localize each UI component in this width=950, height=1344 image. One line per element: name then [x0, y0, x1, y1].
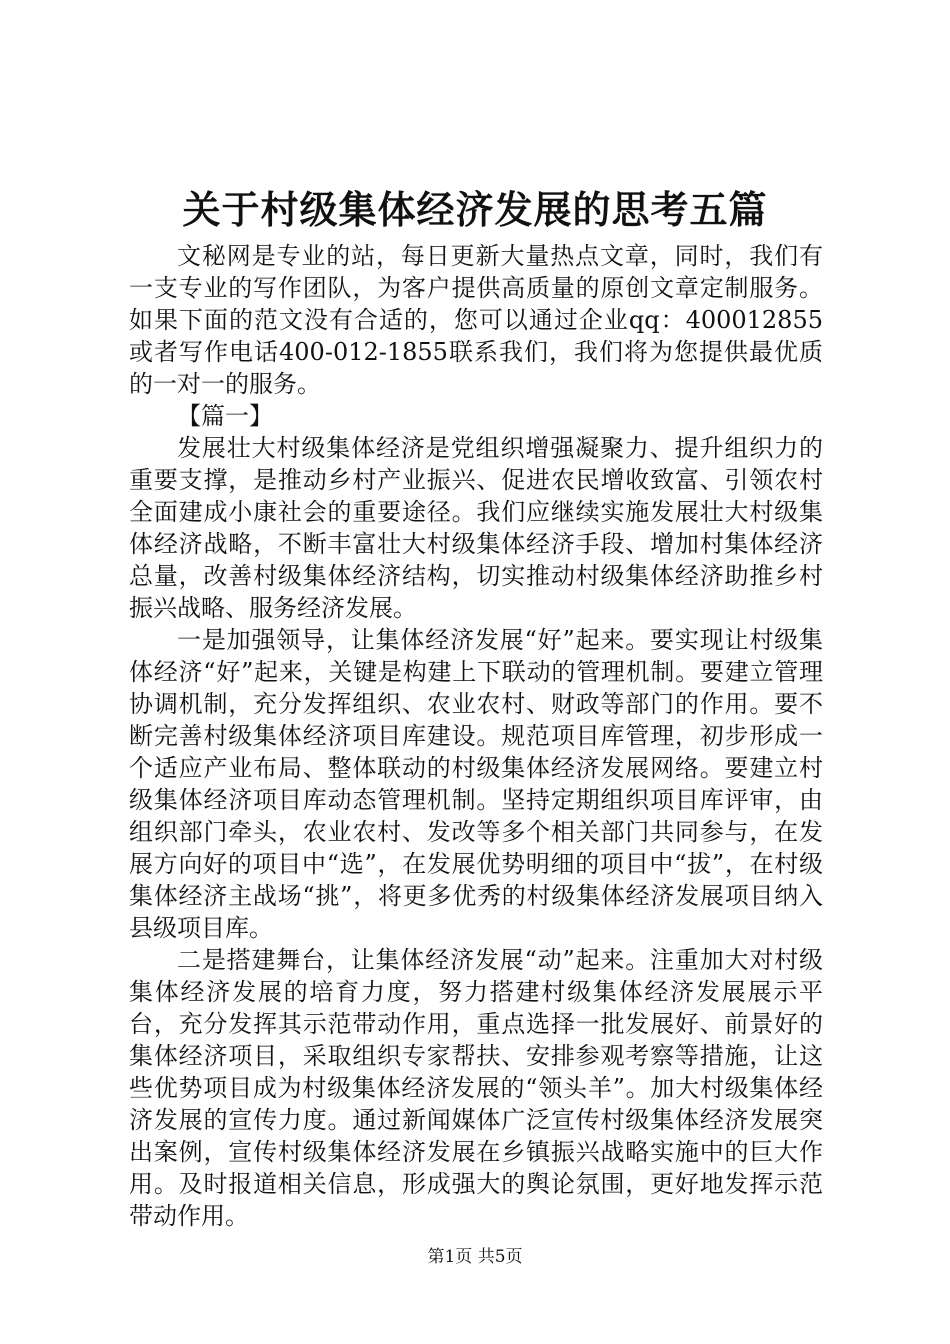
body-paragraph: 发展壮大村级集体经济是党组织增强凝聚力、提升组织力的重要支撑，是推动乡村产业振兴、促进农民增收致富、引领农村全面建成小康社会的重要途径。我们应继续实施发展壮大村级集体经济战略，不断丰富壮大村级集体经济手段、增加村集体经济总量，改善村级集体经济结构，切实推动村级集体经济助推乡村振兴战略、服务经济发展。 — [129, 434, 823, 622]
document-body — [129, 240, 823, 1232]
intro-paragraph: 文秘网是专业的站，每日更新大量热点文章，同时，我们有一支专业的写作团队，为客户提供高质量的原创文章定制服务。如果下面的范文没有合适的，您可以通过企业qq：400012855或者写作电话400-012-1855联系我们，我们将为您提供最优质的一对一的服务。 — [129, 242, 823, 398]
section-heading: 【篇一】 — [177, 402, 273, 430]
body-paragraph: 一是加强领导，让集体经济发展“好”起来。要实现让村级集体经济“好”起来，关键是构建上下联动的管理机制。要建立管理协调机制，充分发挥组织、农业农村、财政等部门的作用。要不断完善村级集体经济项目库建设。规范项目库管理，初步形成一个适应产业布局、整体联动的村级集体经济发展网络。要建立村级集体经济项目库动态管理机制。坚持定期组织项目库评审，由组织部门牵头，农业农村、发改等多个相关部门共同参与，在发展方向好的项目中“选”，在发展优势明细的项目中“拔”，在村级集体经济主战场“挑”，将更多优秀的村级集体经济发展项目纳入县级项目库。 — [129, 626, 823, 942]
body-paragraph: 二是搭建舞台，让集体经济发展“动”起来。注重加大对村级集体经济发展的培育力度，努力搭建村级集体经济发展展示平台，充分发挥其示范带动作用，重点选择一批发展好、前景好的集体经济项目，采取组织专家帮扶、安排参观考察等措施，让这些优势项目成为村级集体经济发展的“领头羊”。加大村级集体经济发展的宣传力度。通过新闻媒体广泛宣传村级集体经济发展突出案例，宣传村级集体经济发展在乡镇振兴战略实施中的巨大作用。及时报道相关信息，形成强大的舆论氛围，更好地发挥示范带动作用。 — [129, 946, 823, 1230]
page-footer: 第1页 共5页 — [427, 1247, 523, 1267]
document-title: 关于村级集体经济发展的思考五篇 — [182, 187, 768, 232]
